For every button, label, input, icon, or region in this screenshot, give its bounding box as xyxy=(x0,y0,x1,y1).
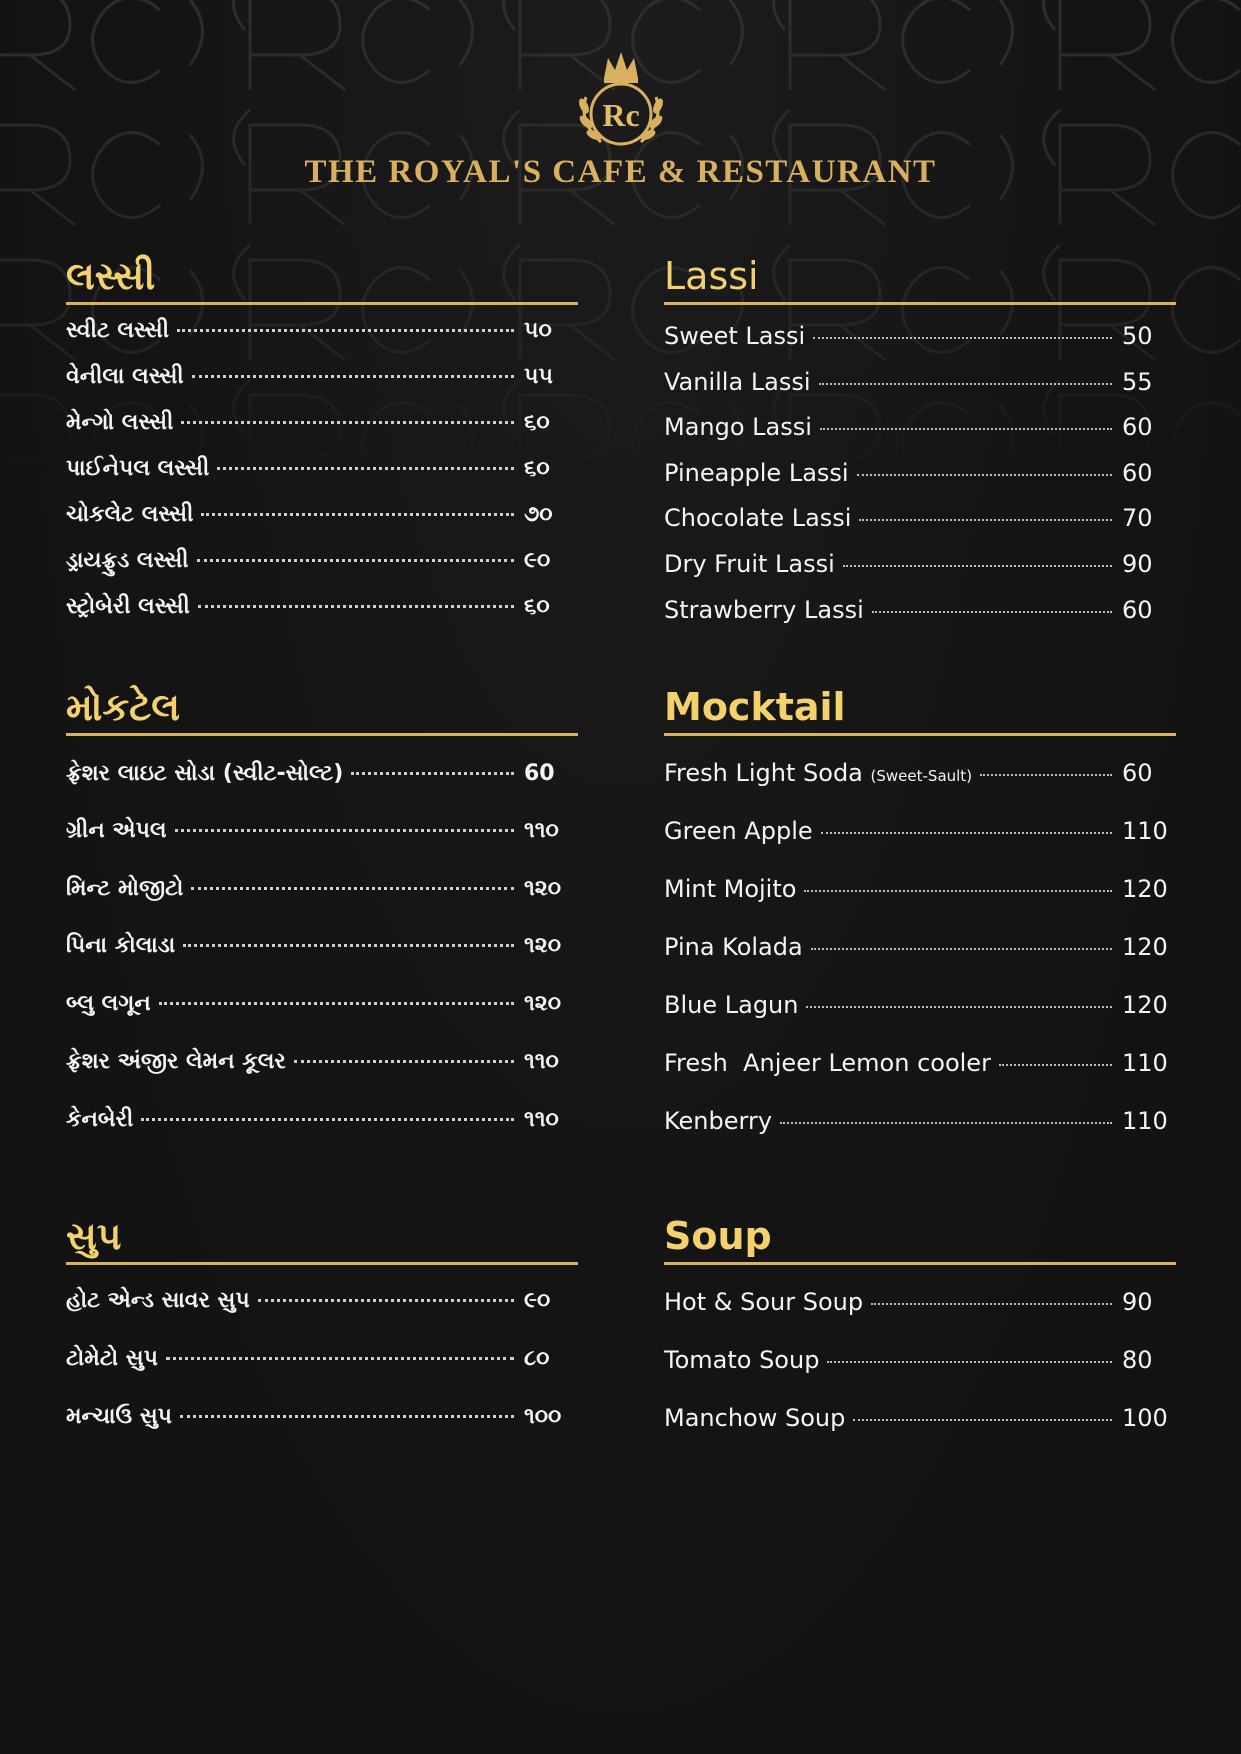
crown-laurel-emblem-icon xyxy=(546,42,696,152)
item-name: Chocolate Lassi xyxy=(664,504,852,532)
item-name: Mango Lassi xyxy=(664,413,812,441)
item-price: 55 xyxy=(1122,368,1153,396)
item-name: ડ્રાયફ્રુડ લસ્સી xyxy=(66,548,189,573)
mocktail-section-gujarati xyxy=(66,681,578,1132)
leader-dots xyxy=(804,890,1112,892)
menu-item xyxy=(664,550,1176,586)
item-price: ૧૧૦ xyxy=(524,818,559,843)
item-name: Mint Mojito xyxy=(664,875,797,903)
item-price: ૧૧૦ xyxy=(524,1049,559,1074)
item-name: Vanilla Lassi xyxy=(664,368,811,396)
item-name: હોટ એન્ડ સાવર સુપ xyxy=(66,1288,250,1313)
leader-dots xyxy=(351,772,514,775)
menu-item xyxy=(664,596,1176,632)
leader-dots xyxy=(191,887,514,890)
item-name: Green Apple xyxy=(664,817,813,845)
menu-item xyxy=(66,410,578,446)
item-price: ૧૨૦ xyxy=(524,991,561,1016)
section-title: મોકટેલ xyxy=(66,681,578,736)
item-name: પિના કોલાડા xyxy=(66,933,176,958)
item-name: Blue Lagun xyxy=(664,991,799,1019)
menu-item xyxy=(664,1404,1176,1440)
item-price: 100 xyxy=(1122,1404,1168,1432)
leader-dots xyxy=(192,375,514,378)
logo-monogram: Rc xyxy=(601,97,640,133)
item-price: ૮૦ xyxy=(524,1346,550,1371)
leader-dots xyxy=(181,421,514,424)
restaurant-name: THE ROYAL'S CAFE & RESTAURANT xyxy=(304,154,937,190)
item-name: ફ્રેશર લાઇટ સોડા (સ્વીટ-સોલ્ટ) xyxy=(66,761,344,786)
menu-item xyxy=(66,1288,578,1324)
item-price: 50 xyxy=(1122,322,1153,350)
leader-dots xyxy=(175,829,514,832)
leader-dots xyxy=(217,467,514,470)
item-price: 80 xyxy=(1122,1346,1153,1374)
leader-dots xyxy=(819,383,1112,385)
item-name: Pina Kolada xyxy=(664,933,803,961)
section-title: Mocktail xyxy=(664,681,1176,736)
item-name: કેનબેરી xyxy=(66,1107,134,1132)
item-name-text: Fresh Light Soda xyxy=(664,759,863,787)
menu-item xyxy=(66,761,578,797)
menu-item xyxy=(664,759,1176,795)
menu-item xyxy=(66,548,578,584)
menu-item xyxy=(66,991,578,1027)
item-price: 110 xyxy=(1122,1107,1168,1135)
item-name: ફ્રેશર અંજીર લેમન કૂલર xyxy=(66,1049,286,1074)
menu-item xyxy=(66,933,578,969)
leader-dots xyxy=(294,1060,514,1063)
menu-item xyxy=(66,1107,578,1143)
menu-item xyxy=(66,594,578,630)
item-price: 120 xyxy=(1122,933,1168,961)
item-price: 120 xyxy=(1122,875,1168,903)
menu-item xyxy=(66,456,578,492)
item-price: ૧૦૦ xyxy=(524,1404,562,1429)
leader-dots xyxy=(198,605,514,608)
menu-item xyxy=(664,817,1176,853)
item-price: 60 xyxy=(1122,759,1153,787)
leader-dots xyxy=(177,329,514,332)
leader-dots xyxy=(166,1357,514,1360)
item-price: 60 xyxy=(1122,596,1153,624)
section-title: Lassi xyxy=(664,250,1176,305)
item-name: Manchow Soup xyxy=(664,1404,846,1432)
item-name: મિન્ટ મોજીટો xyxy=(66,876,184,901)
menu-item xyxy=(664,504,1176,540)
item-name: Sweet Lassi xyxy=(664,322,806,350)
leader-dots xyxy=(980,774,1112,776)
menu-item xyxy=(664,1107,1176,1143)
item-name: વેનીલા લસ્સી xyxy=(66,364,184,389)
menu-item xyxy=(664,413,1176,449)
leader-dots xyxy=(813,337,1112,339)
item-name: Fresh Anjeer Lemon cooler xyxy=(664,1049,991,1077)
item-price: ૫૦ xyxy=(524,318,552,343)
leader-dots xyxy=(780,1122,1112,1124)
menu-item xyxy=(66,1346,578,1382)
menu-item xyxy=(66,876,578,912)
item-name: સ્ટ્રોબેરી લસ્સી xyxy=(66,594,190,619)
leader-dots xyxy=(258,1299,514,1302)
item-name: બ્લુ લગૂન xyxy=(66,991,151,1016)
leader-dots xyxy=(859,519,1112,521)
brand-logo xyxy=(0,42,1241,191)
item-price: ૧૨૦ xyxy=(524,876,561,901)
item-price: 60 xyxy=(524,761,555,786)
menu-item xyxy=(66,1049,578,1085)
soup-section-english xyxy=(664,1210,1176,1432)
item-price: ૬૦ xyxy=(524,410,550,435)
item-name: મન્ચાઉ સુપ xyxy=(66,1404,172,1429)
leader-dots xyxy=(821,832,1112,834)
leader-dots xyxy=(159,1002,514,1005)
item-name: સ્વીટ લસ્સી xyxy=(66,318,169,343)
mocktail-section-english xyxy=(664,681,1176,1135)
item-name: મેન્ગો લસ્સી xyxy=(66,410,174,435)
item-price: 110 xyxy=(1122,817,1168,845)
item-name: Strawberry Lassi xyxy=(664,596,864,624)
menu-item xyxy=(664,1346,1176,1382)
item-price: 60 xyxy=(1122,413,1153,441)
item-name: પાઈનેપલ લસ્સી xyxy=(66,456,210,481)
leader-dots xyxy=(872,611,1112,613)
item-price: 60 xyxy=(1122,459,1153,487)
item-name xyxy=(664,759,972,787)
section-title: Soup xyxy=(664,1210,1176,1265)
menu-item xyxy=(664,933,1176,969)
menu-item xyxy=(664,875,1176,911)
leader-dots xyxy=(827,1361,1112,1363)
menu-item xyxy=(66,1404,578,1440)
item-price: ૭૦ xyxy=(524,502,553,527)
menu-item xyxy=(664,1288,1176,1324)
leader-dots xyxy=(811,948,1112,950)
item-name: Tomato Soup xyxy=(664,1346,820,1374)
item-price: ૬૦ xyxy=(524,456,550,481)
item-price: ૯૦ xyxy=(524,548,551,573)
item-name: ગ્રીન એપલ xyxy=(66,818,167,843)
section-title: લસ્સી xyxy=(66,250,578,305)
leader-dots xyxy=(183,944,514,947)
menu-item xyxy=(664,322,1176,358)
item-note: (Sweet-Sault) xyxy=(870,767,973,785)
leader-dots xyxy=(857,474,1112,476)
item-price: ૧૧૦ xyxy=(524,1107,559,1132)
section-title: સુપ xyxy=(66,1210,578,1265)
item-name: ચોકલેટ લસ્સી xyxy=(66,502,194,527)
leader-dots xyxy=(999,1064,1112,1066)
soup-section-gujarati xyxy=(66,1210,578,1429)
item-price: 90 xyxy=(1122,550,1153,578)
item-name: Hot & Sour Soup xyxy=(664,1288,864,1316)
item-name: Pineapple Lassi xyxy=(664,459,849,487)
item-price: 120 xyxy=(1122,991,1168,1019)
lassi-section-english xyxy=(664,250,1176,624)
menu-item xyxy=(66,502,578,538)
menu-item xyxy=(664,368,1176,404)
item-price: 70 xyxy=(1122,504,1153,532)
item-name: Dry Fruit Lassi xyxy=(664,550,835,578)
item-name: Kenberry xyxy=(664,1107,773,1135)
leader-dots xyxy=(843,565,1112,567)
item-price: ૬૦ xyxy=(524,594,550,619)
item-price: 90 xyxy=(1122,1288,1153,1316)
item-price: ૯૦ xyxy=(524,1288,551,1313)
menu-item xyxy=(664,1049,1176,1085)
menu-item xyxy=(66,318,578,354)
leader-dots xyxy=(871,1303,1112,1305)
leader-dots xyxy=(141,1118,514,1121)
leader-dots xyxy=(820,428,1112,430)
item-price: ૧૨૦ xyxy=(524,933,561,958)
leader-dots xyxy=(180,1415,514,1418)
menu-item xyxy=(664,991,1176,1027)
leader-dots xyxy=(197,559,514,562)
item-name: ટોમેટો સુપ xyxy=(66,1346,158,1371)
leader-dots xyxy=(201,513,514,516)
leader-dots xyxy=(853,1419,1112,1421)
lassi-section-gujarati xyxy=(66,250,578,619)
item-price: 110 xyxy=(1122,1049,1168,1077)
menu-item xyxy=(664,459,1176,495)
item-price: ૫૫ xyxy=(524,364,553,389)
menu-item xyxy=(66,364,578,400)
menu-item xyxy=(66,818,578,854)
leader-dots xyxy=(806,1006,1112,1008)
